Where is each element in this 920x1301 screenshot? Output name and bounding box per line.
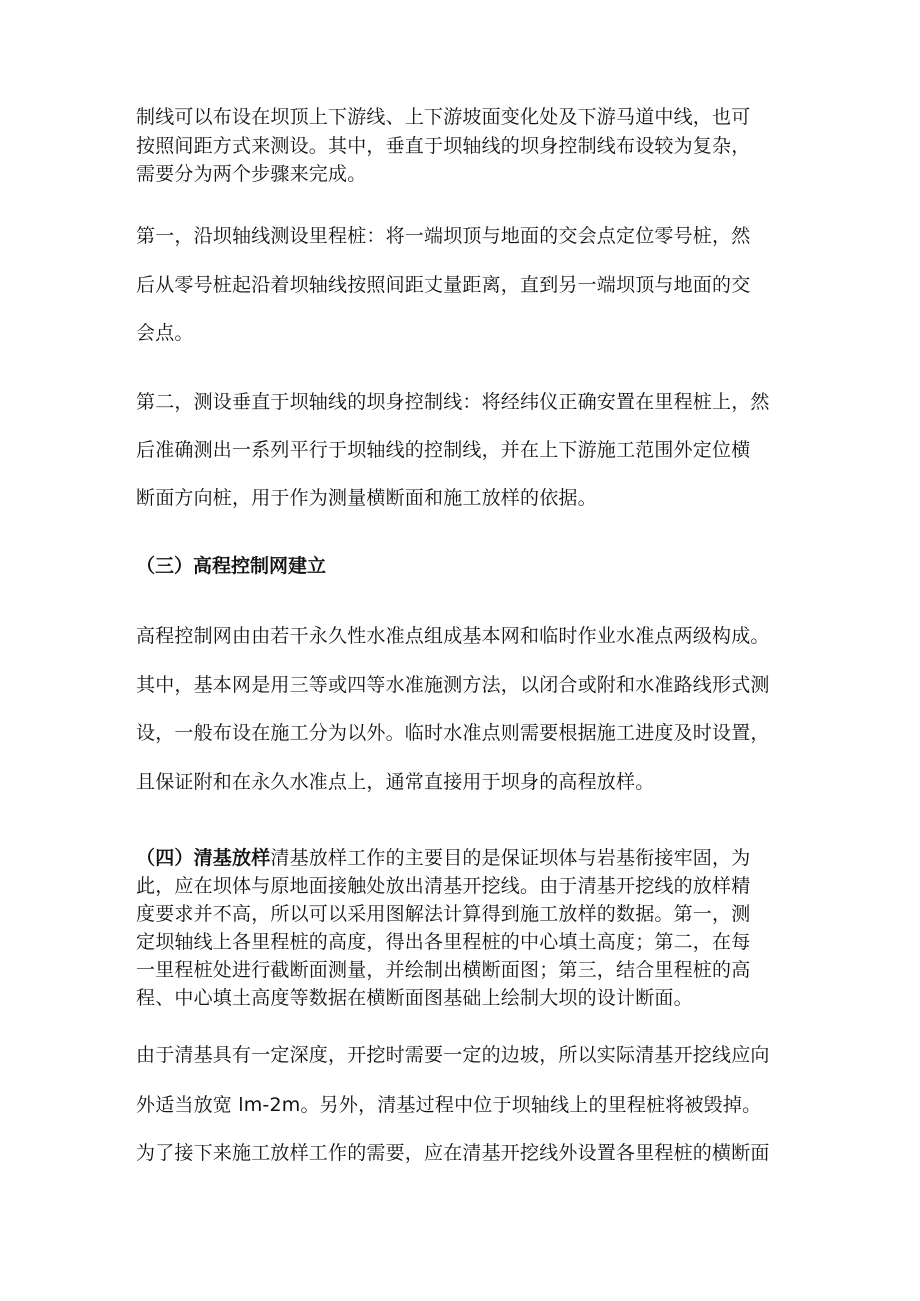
paragraph-5-line-4: 定坝轴线上各里程桩的高度，得出各里程桩的中心填土高度；第二，在每 <box>136 931 751 953</box>
paragraph-2-line-3: 会点。 <box>136 322 194 344</box>
paragraph-3-line-2: 后准确测出一系列平行于坝轴线的控制线，并在上下游施工范围外定位横 <box>136 439 751 461</box>
paragraph-5-line-6: 程、中心填土高度等数据在横断面图基础上绘制大坝的设计断面。 <box>136 987 693 1009</box>
paragraph-2-line-2: 后从零号桩起沿着坝轴线按照间距丈量距离，直到另一端坝顶与地面的交 <box>136 274 751 296</box>
paragraph-4-line-1: 高程控制网由由若干永久性水准点组成基本网和临时作业水准点两级构成。 <box>136 625 770 647</box>
paragraph-5-line-3: 度要求并不高，所以可以采用图解法计算得到施工放样的数据。第一，测 <box>136 903 751 925</box>
section-heading-4: （四）清基放样 <box>136 847 271 869</box>
paragraph-5-line-5: 一里程桩处进行截断面测量，并绘制出横断面图；第三，结合里程桩的高 <box>136 959 751 981</box>
paragraph-6-line-2: 外适当放宽 lm-2m。另外，清基过程中位于坝轴线上的里程桩将被毁掉。 <box>136 1094 762 1116</box>
paragraph-3-line-1: 第二，测设垂直于坝轴线的坝身控制线：将经纬仪正确安置在里程桩上，然 <box>136 391 770 413</box>
paragraph-3-line-3: 断面方向桩，用于作为测量横断面和施工放样的依据。 <box>136 487 597 509</box>
paragraph-2-line-1: 第一，沿坝轴线测设里程桩：将一端坝顶与地面的交会点定位零号桩，然 <box>136 225 751 247</box>
paragraph-5-line-2: 此，应在坝体与原地面接触处放出清基开挖线。由于清基开挖线的放样精 <box>136 875 751 897</box>
paragraph-1-line-3: 需要分为两个步骤来完成。 <box>136 163 367 185</box>
paragraph-6-line-1: 由于清基具有一定深度，开挖时需要一定的边坡，所以实际清基开挖线应向 <box>136 1044 770 1066</box>
paragraph-5-line-1-rest: 清基放样工作的主要目的是保证坝体与岩基衔接牢固，为 <box>270 847 751 869</box>
paragraph-1-line-1: 制线可以布设在坝顶上下游线、上下游坡面变化处及下游马道中线，也可 <box>136 106 751 128</box>
paragraph-6-line-3: 为了接下来施工放样工作的需要，应在清基开挖线外设置各里程桩的横断面 <box>136 1142 770 1164</box>
section-heading-3: （三）高程控制网建立 <box>136 555 327 577</box>
paragraph-4-line-4: 且保证附和在永久水准点上，通常直接用于坝身的高程放样。 <box>136 771 655 793</box>
paragraph-4-line-3: 设，一般布设在施工分为以外。临时水准点则需要根据施工进度及时设置， <box>136 722 770 744</box>
paragraph-4-line-2: 其中，基本网是用三等或四等水准施测方法，以闭合或附和水准路线形式测 <box>136 674 770 696</box>
paragraph-1-line-2: 按照间距方式来测设。其中，垂直于坝轴线的坝身控制线布设较为复杂， <box>136 135 751 157</box>
paragraph-5-line-1 <box>136 846 750 870</box>
